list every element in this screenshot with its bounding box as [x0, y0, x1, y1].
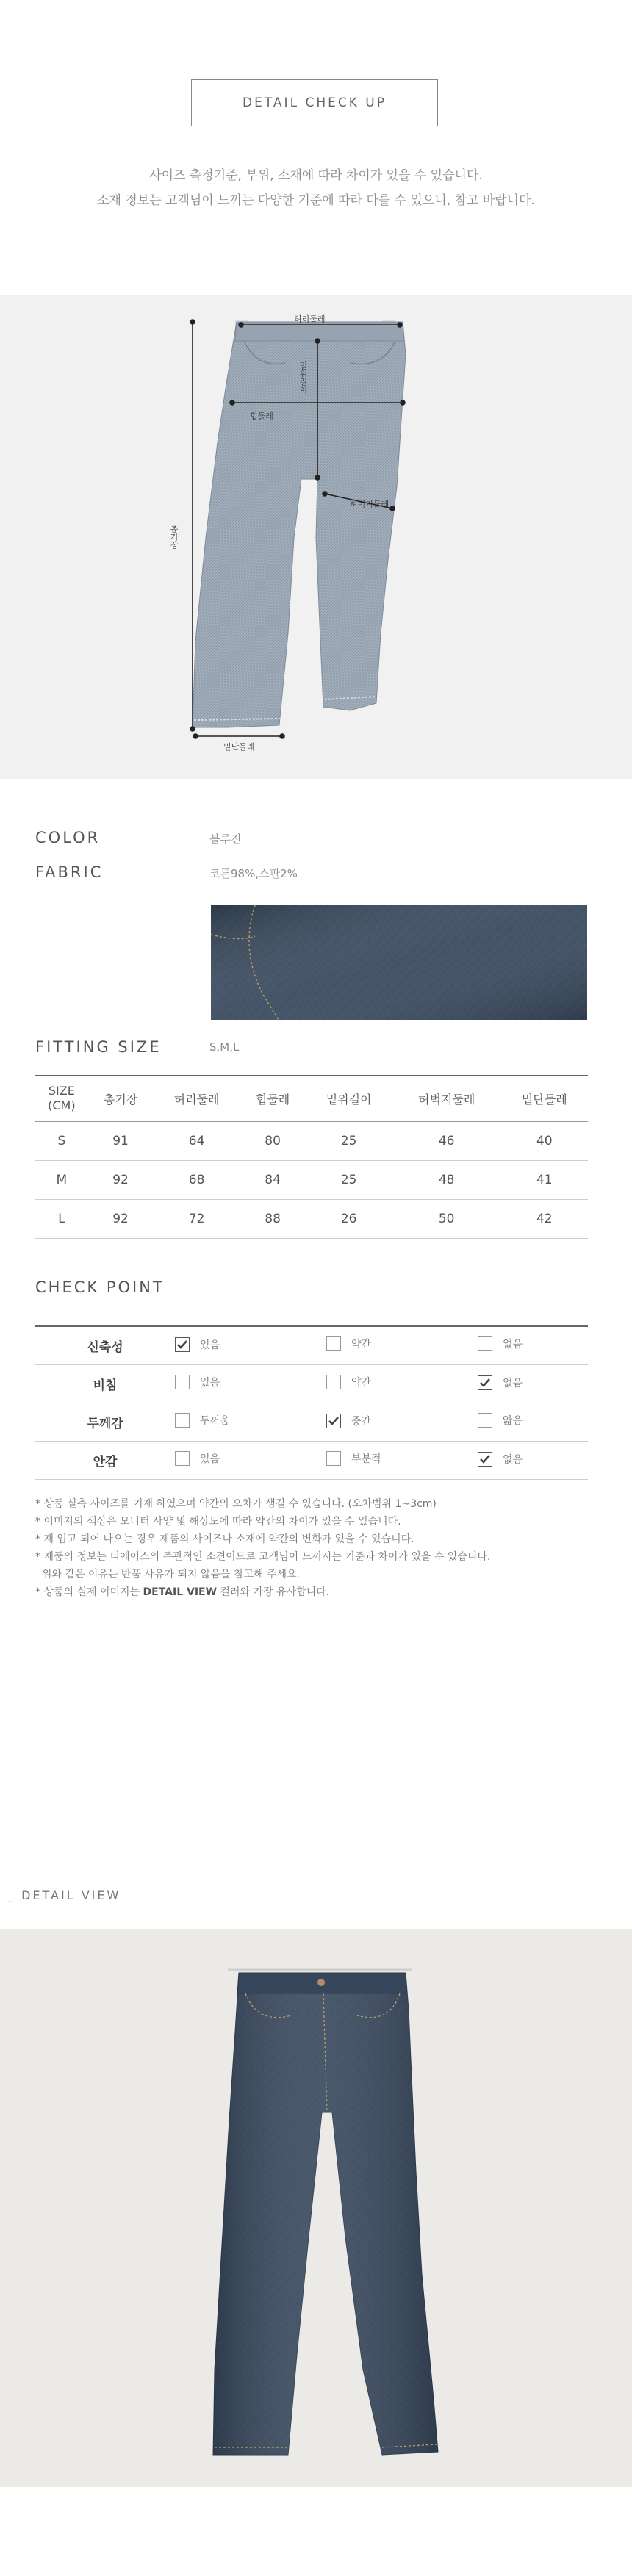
table-cell: M: [35, 1160, 88, 1199]
table-row: [35, 1160, 588, 1199]
header-total-length: 총기장: [88, 1076, 154, 1121]
note-line: 위와 같은 이유는 반품 사유가 되지 않음을 참고해 주세요.: [35, 1569, 301, 1580]
check-row: [35, 1441, 588, 1479]
check-point-title: CHECK POINT: [35, 1278, 165, 1296]
note-line-last: [35, 1583, 490, 1601]
check-option-cell: [175, 1403, 326, 1441]
table-cell: 26: [305, 1199, 392, 1238]
check-option-cell: [175, 1364, 326, 1403]
check-option-cell: [478, 1326, 588, 1364]
fabric-swatch-image: [211, 905, 587, 1020]
check-option-cell: [478, 1403, 588, 1441]
table-cell: 80: [240, 1121, 306, 1160]
note-line: * 제품의 정보는 디에이스의 주관적인 소견이므로 고객님이 느끼시는 기준과 차이가 있을 수 있습니다.: [35, 1551, 491, 1563]
jeans-measurement-diagram: [0, 295, 632, 779]
size-table: [35, 1075, 588, 1239]
label-hem: 밑단둘레: [223, 742, 255, 752]
check-option-label: 중간: [351, 1416, 372, 1428]
header-hem: 밑단둘레: [501, 1076, 588, 1121]
note-line: * 이미지의 색상은 모니터 사양 및 해상도에 따라 약간의 차이가 있을 수 있습니다.: [35, 1516, 401, 1528]
check-option-label: 약간: [351, 1377, 372, 1389]
label-rise: 밑위길이: [298, 361, 308, 394]
table-cell: 64: [153, 1121, 240, 1160]
table-row: [35, 1121, 588, 1160]
note-prefix: * 상품의 실제 이미지는: [35, 1586, 143, 1598]
color-label: COLOR: [35, 829, 101, 846]
table-cell: 50: [392, 1199, 501, 1238]
checkbox-checked-icon: [478, 1452, 492, 1467]
label-hip: 힙둘레: [250, 411, 273, 421]
label-length: 총기장: [169, 525, 179, 549]
note-bold: DETAIL VIEW: [143, 1586, 218, 1598]
check-option: [175, 1337, 220, 1352]
checkbox-checked-icon: [478, 1375, 492, 1390]
detail-view-photo: [0, 1929, 632, 2487]
check-option-label: 있음: [200, 1339, 220, 1352]
check-option: [326, 1375, 371, 1389]
check-option: [478, 1375, 523, 1390]
size-table-header: [35, 1076, 588, 1121]
check-option-label: 얇음: [503, 1415, 523, 1427]
note-suffix: 컬러와 가장 유사합니다.: [217, 1586, 330, 1598]
table-cell: 48: [392, 1160, 501, 1199]
check-option-label: 없음: [503, 1378, 523, 1389]
check-option-cell: [175, 1326, 326, 1364]
check-option-cell: [326, 1403, 478, 1441]
notes: [35, 1495, 490, 1601]
table-cell: 92: [88, 1160, 154, 1199]
table-cell: 92: [88, 1199, 154, 1238]
check-option-label: 약간: [351, 1339, 372, 1351]
fitting-size-value: S,M,L: [209, 1040, 240, 1054]
note-line: * 재 입고 되어 나오는 경우 제품의 사이즈나 소재에 약간의 변화가 있을 수 있습니다.: [35, 1533, 414, 1545]
table-cell: 40: [501, 1121, 588, 1160]
detail-view-title: _ DETAIL VIEW: [7, 1888, 121, 1902]
check-row: [35, 1326, 588, 1364]
check-row: [35, 1403, 588, 1441]
check-option-label: 있음: [200, 1453, 220, 1465]
check-option: [478, 1452, 523, 1467]
note-line: * 상품 실측 사이즈를 기재 하였으며 약간의 오차가 생길 수 있습니다. (오차범위 1~3cm): [35, 1498, 437, 1510]
header-thigh: 허벅지둘레: [392, 1076, 501, 1121]
header-size: SIZE (CM): [35, 1076, 88, 1121]
intro-line-2: 소재 정보는 고객님이 느끼는 다양한 기준에 따라 다를 수 있으니, 참고 바랍니다.: [97, 193, 535, 208]
check-option-label: 있음: [200, 1377, 220, 1389]
check-category: 안감: [35, 1441, 175, 1479]
check-option: [478, 1413, 523, 1428]
checkbox-checked-icon: [326, 1414, 341, 1428]
check-option-cell: [326, 1441, 478, 1479]
table-cell: 84: [240, 1160, 306, 1199]
header-rise: 밑위길이: [305, 1076, 392, 1121]
check-option: [326, 1336, 371, 1351]
table-cell: 42: [501, 1199, 588, 1238]
check-option-cell: [175, 1441, 326, 1479]
intro-text: [0, 163, 632, 213]
table-cell: 41: [501, 1160, 588, 1199]
checkbox-empty-icon: [478, 1413, 492, 1428]
checkbox-checked-icon: [175, 1337, 190, 1352]
measurement-photo: [0, 295, 632, 779]
checkbox-empty-icon: [326, 1336, 341, 1351]
check-option: [478, 1336, 523, 1351]
table-cell: L: [35, 1199, 88, 1238]
table-cell: 25: [305, 1160, 392, 1199]
label-waist: 허리둘레: [294, 314, 326, 324]
color-value: 블루진: [209, 832, 242, 846]
table-cell: 68: [153, 1160, 240, 1199]
table-cell: 91: [88, 1121, 154, 1160]
check-option-cell: [478, 1364, 588, 1403]
header-hip: 힙둘레: [240, 1076, 306, 1121]
check-option: [175, 1375, 220, 1389]
check-option: [175, 1451, 220, 1466]
check-category: 두께감: [35, 1403, 175, 1441]
label-thigh: 허벅지둘레: [350, 500, 389, 509]
table-cell: 46: [392, 1121, 501, 1160]
fabric-label: FABRIC: [35, 863, 104, 881]
table-cell: 25: [305, 1121, 392, 1160]
checkbox-empty-icon: [175, 1451, 190, 1466]
check-category: 비침: [35, 1364, 175, 1403]
table-cell: 72: [153, 1199, 240, 1238]
check-option-label: 두꺼움: [200, 1415, 230, 1427]
check-option-label: 부분적: [351, 1453, 381, 1465]
check-option-label: 없음: [503, 1339, 523, 1351]
check-point-table: [35, 1325, 588, 1480]
table-cell: 88: [240, 1199, 306, 1238]
fitting-size-label: FITTING SIZE: [35, 1038, 162, 1056]
fabric-value: 코튼98%,스판2%: [209, 867, 298, 880]
checkbox-empty-icon: [175, 1375, 190, 1389]
table-cell: S: [35, 1121, 88, 1160]
checkbox-empty-icon: [175, 1413, 190, 1428]
intro-line-1: 사이즈 측정기준, 부위, 소재에 따라 차이가 있을 수 있습니다.: [149, 168, 483, 183]
check-option: [326, 1414, 371, 1428]
checkbox-empty-icon: [478, 1336, 492, 1351]
check-option-cell: [326, 1364, 478, 1403]
check-option: [175, 1413, 230, 1428]
check-option-cell: [326, 1326, 478, 1364]
header-waist: 허리둘레: [153, 1076, 240, 1121]
check-option-label: 없음: [503, 1454, 523, 1466]
check-category: 신축성: [35, 1326, 175, 1364]
check-row: [35, 1364, 588, 1403]
table-row: [35, 1199, 588, 1238]
check-option-cell: [478, 1441, 588, 1479]
section-title: DETAIL CHECK UP: [191, 79, 438, 126]
checkbox-empty-icon: [326, 1375, 341, 1389]
checkbox-empty-icon: [326, 1451, 341, 1466]
check-option: [326, 1451, 381, 1466]
